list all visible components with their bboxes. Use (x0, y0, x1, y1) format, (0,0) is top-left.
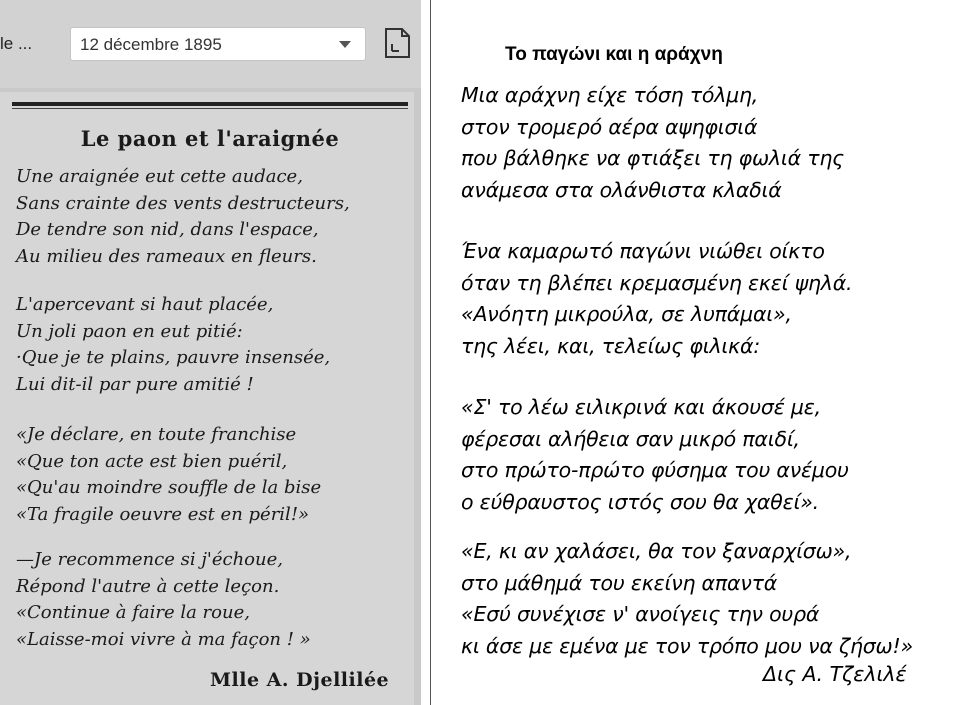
clipping-stanza-3 (16, 422, 321, 528)
clipping-line: «Laisse-moi vivre à ma façon ! » (16, 628, 311, 650)
translation-line: «Ε, κι αν χαλάσει, θα τον ξαναρχίσω», (461, 539, 852, 563)
clipping-rule-thin (12, 108, 408, 109)
viewer-toolbar (0, 0, 421, 88)
translation-line: στον τρομερό αέρα αψηφισιά (461, 114, 758, 139)
clipping-rule (12, 102, 408, 106)
date-select-value: 12 décembre 1895 (80, 35, 222, 54)
newspaper-viewer (0, 0, 421, 705)
clipping-line: De tendre son nid, dans l'espace, (16, 219, 319, 240)
clipping-title: Le paon et l'araignée (80, 126, 340, 151)
clipping-line: Une araignée eut cette audace, (16, 166, 303, 187)
translation-stanza-1 (461, 80, 844, 206)
date-select[interactable] (70, 27, 366, 61)
translation-line: φέρεσαι αλήθεια σαν μικρό παιδί, (461, 426, 800, 451)
clipping-line: «Continue à faire la roue, (16, 602, 250, 623)
translation-author: Δις Α. Τζελιλέ (763, 662, 907, 686)
clipping-line: Lui dit-il par pure amitié ! (16, 373, 254, 395)
translation-line: Ένα καμαρωτό παγώνι νιώθει οίκτο (461, 239, 825, 263)
translation-line: «Σ' το λέω ειλικρινά και άκουσέ με, (461, 395, 821, 419)
translation-title: Το παγώνι και η αράχνη (505, 44, 723, 65)
clipping-stanza-4 (16, 547, 311, 653)
translation-stanza-4 (461, 536, 913, 662)
clipping-line: L'apercevant si haut placée, (16, 294, 274, 315)
clipping-line: ·Que je te plains, pauvre insensée, (16, 347, 331, 368)
clipping-line: Au milieu des rameaux en fleurs. (16, 245, 317, 267)
translation-line: Μια αράχνη είχε τόση τόλμη, (461, 83, 759, 107)
panel-divider (430, 0, 431, 705)
translation-line: ανάμεσα στα ολάνθιστα κλαδιά (461, 177, 782, 202)
translation-line: κι άσε με εμένα με τον τρόπο μου να ζήσω!» (461, 633, 913, 658)
translation-stanza-3 (461, 392, 849, 518)
clipping-line: Répond l'autre à cette leçon. (16, 575, 280, 597)
translation-line: στο πρώτο-πρώτο φύσημα του ανέμου (461, 458, 849, 482)
clipping-line: Un joli paon en eut pitié: (16, 320, 243, 342)
clipping-stanza-1 (16, 164, 350, 270)
translation-line: της λέει, και, τελείως φιλικά: (461, 333, 761, 358)
clipping-author: Mlle A. Djellilée (210, 669, 390, 691)
toolbar-truncated-label[interactable]: le ... (0, 34, 33, 53)
clipping-line: «Que ton acte est bien puéril, (16, 450, 288, 472)
clipping-line: Sans crainte des vents destructeurs, (16, 192, 350, 214)
clipping-line: «Qu'au moindre souffle de la bise (16, 477, 322, 498)
chevron-down-icon[interactable] (339, 41, 351, 48)
clipping-stanza-2 (16, 292, 330, 398)
translation-line: ο εύθραυστος ιστός σου θα χαθεί». (461, 489, 819, 514)
page-corner-icon[interactable] (382, 26, 412, 60)
translation-line: στο μάθημά του εκείνη απαντά (461, 570, 778, 595)
translation-stanza-2 (461, 236, 852, 362)
translation-line: «Εσύ συνέχισε ν' ανοίγεις την ουρά (461, 602, 820, 626)
clipping-line: «Ta fragile oeuvre est en péril!» (16, 503, 310, 525)
clipping-line: —Je recommence si j'échoue, (16, 549, 283, 570)
clipping-line: «Je déclare, en toute franchise (16, 424, 297, 445)
translation-line: όταν τη βλέπει κρεμασμένη εκεί ψηλά. (461, 270, 853, 295)
translation-line: που βάλθηκε να φτιάξει τη φωλιά της (461, 146, 844, 170)
newspaper-clipping (0, 92, 414, 705)
translation-line: «Ανόητη μικρούλα, σε λυπάμαι», (461, 302, 792, 326)
